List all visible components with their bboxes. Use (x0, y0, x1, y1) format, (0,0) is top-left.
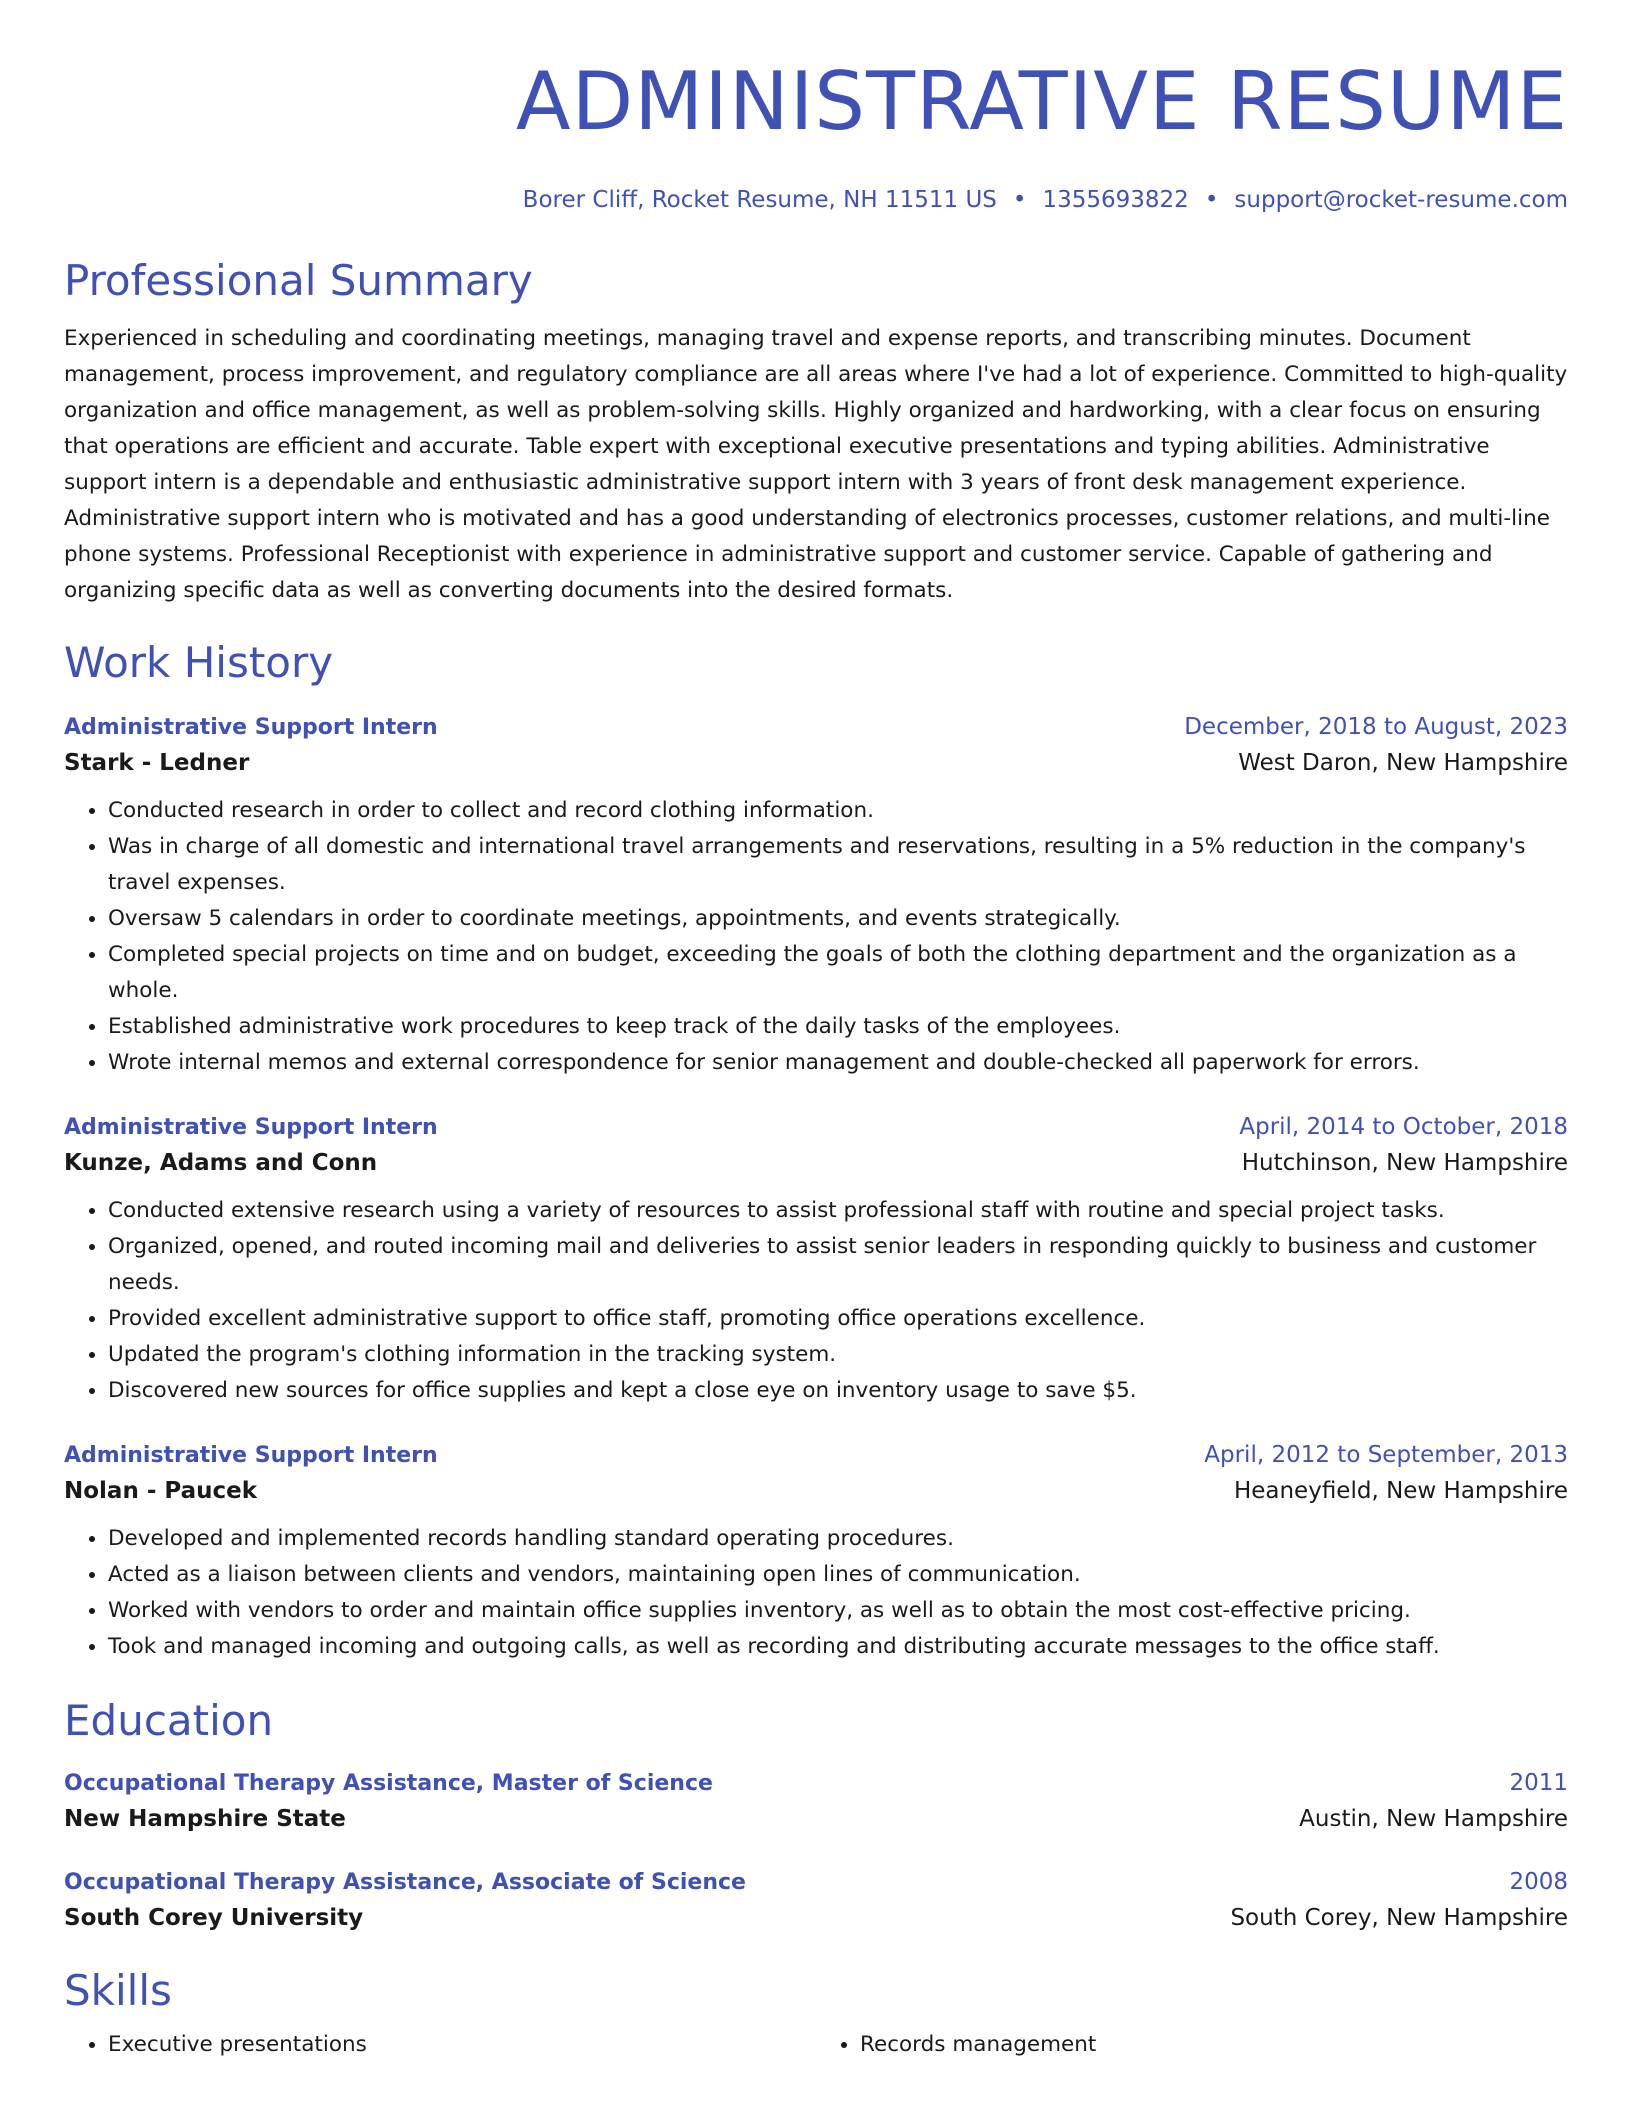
job-entry (64, 711, 1568, 1081)
job-company-row (64, 1144, 1568, 1182)
section-title-summary: Professional Summary (64, 256, 533, 305)
education-year: 2011 (1509, 1770, 1568, 1796)
contact-phone: 1355693822 (1042, 187, 1189, 213)
job-bullet: • Updated the program's clothing information in the tracking system. (108, 1337, 1568, 1373)
job-dates: April, 2014 to October, 2018 (1239, 1114, 1568, 1140)
education-degree-row (64, 1767, 1568, 1800)
work-history-list (64, 711, 1568, 1665)
job-dates: April, 2012 to September, 2013 (1204, 1442, 1568, 1468)
job-bullet: • Conducted extensive research using a variety of resources to assist professional staff with routine and special project tasks. (108, 1193, 1568, 1229)
job-location: Hutchinson, New Hampshire (1241, 1150, 1568, 1176)
job-bullet: • Established administrative work procedures to keep track of the daily tasks of the employees. (108, 1009, 1568, 1045)
job-bullet: • Conducted research in order to collect and record clothing information. (108, 793, 1568, 829)
job-title-row (64, 711, 1568, 744)
job-bullet: • Provided excellent administrative support to office staff, promoting office operations excellence. (108, 1301, 1568, 1337)
job-bullet: • Organized, opened, and routed incoming mail and deliveries to assist senior leaders in responding quickly to business and customer needs. (108, 1229, 1568, 1301)
resume-header (64, 0, 1568, 215)
skills-column-right (816, 2027, 1568, 2063)
contact-separator: • (1204, 187, 1219, 213)
job-bullet: • Completed special projects on time and on budget, exceeding the goals of both the clothing department and the organization as a whole. (108, 937, 1568, 1009)
section-title-education: Education (64, 1696, 274, 1745)
section-title-work-history: Work History (64, 638, 334, 687)
education-school: New Hampshire State (64, 1806, 346, 1832)
job-role: Administrative Support Intern (64, 1443, 438, 1468)
education-entry (64, 1767, 1568, 1838)
education-school: South Corey University (64, 1905, 364, 1931)
education-entry (64, 1866, 1568, 1937)
job-bullet: • Was in charge of all domestic and international travel arrangements and reservations, resulting in a 5% reduction in the company's travel expenses. (108, 829, 1568, 901)
education-school-row (64, 1800, 1568, 1838)
contact-email: support@rocket-resume.com (1234, 187, 1568, 213)
job-bullet-list (64, 1521, 1568, 1665)
job-company-row (64, 744, 1568, 782)
education-list (64, 1767, 1568, 1937)
job-entry (64, 1111, 1568, 1409)
job-title-row (64, 1111, 1568, 1144)
skills-column-left (64, 2027, 816, 2063)
education-year: 2008 (1509, 1869, 1568, 1895)
education-degree: Occupational Therapy Assistance, Master of Science (64, 1771, 713, 1796)
education-location: Austin, New Hampshire (1299, 1806, 1568, 1832)
contact-separator: • (1012, 187, 1027, 213)
resume-name: ADMINISTRATIVE RESUME (515, 55, 1568, 148)
skill-item: • Records management (860, 2027, 1568, 2063)
job-role: Administrative Support Intern (64, 1115, 438, 1140)
job-company-row (64, 1472, 1568, 1510)
job-bullet: • Took and managed incoming and outgoing calls, as well as recording and distributing accurate messages to the office staff. (108, 1629, 1568, 1665)
education-degree: Occupational Therapy Assistance, Associate of Science (64, 1870, 746, 1895)
contact-address: Borer Cliff, Rocket Resume, NH 11511 US (522, 187, 997, 213)
job-company: Stark - Ledner (64, 750, 250, 776)
section-title-skills: Skills (64, 1966, 172, 2015)
job-bullet: • Worked with vendors to order and maintain office supplies inventory, as well as to obtain the most cost-effective pricing. (108, 1593, 1568, 1629)
job-location: West Daron, New Hampshire (1238, 750, 1568, 776)
job-bullet: • Wrote internal memos and external correspondence for senior management and double-checked all paperwork for errors. (108, 1045, 1568, 1081)
job-location: Heaneyfield, New Hampshire (1233, 1478, 1568, 1504)
job-bullet: • Developed and implemented records handling standard operating procedures. (108, 1521, 1568, 1557)
education-school-row (64, 1899, 1568, 1937)
job-bullet: • Acted as a liaison between clients and vendors, maintaining open lines of communication. (108, 1557, 1568, 1593)
job-bullet: • Discovered new sources for office supplies and kept a close eye on inventory usage to save $5. (108, 1373, 1568, 1409)
contact-line (64, 185, 1568, 215)
job-bullet-list (64, 793, 1568, 1081)
job-entry (64, 1439, 1568, 1665)
job-bullet: • Oversaw 5 calendars in order to coordinate meetings, appointments, and events strategically. (108, 901, 1568, 937)
education-degree-row (64, 1866, 1568, 1899)
skill-item: • Executive presentations (108, 2027, 816, 2063)
job-role: Administrative Support Intern (64, 715, 438, 740)
job-bullet-list (64, 1193, 1568, 1409)
job-company: Nolan - Paucek (64, 1478, 258, 1504)
skills-grid (64, 2027, 1568, 2063)
job-company: Kunze, Adams and Conn (64, 1150, 378, 1176)
job-title-row (64, 1439, 1568, 1472)
education-location: South Corey, New Hampshire (1230, 1905, 1568, 1931)
summary-text: Experienced in scheduling and coordinating meetings, managing travel and expense reports, and transcribing minutes. Document management, process improvement, and regulatory compliance are all areas where I've had a lot of experience. Committed to high-quality organization and office management, as well as problem-solving skills. Highly organized and hardworking, with a clear focus on ensuring that operations are efficient and accurate. Table expert with exceptional executive presentations and typing abilities. Administrative support intern is a dependable and enthusiastic administrative support intern with 3 years of front desk management experience. Administrative support intern who is motivated and has a good understanding of electronics processes, customer relations, and multi-line phone systems. Professional Receptionist with experience in administrative support and customer service. Capable of gathering and organizing specific data as well as converting documents into the desired formats. (64, 326, 1568, 603)
job-dates: December, 2018 to August, 2023 (1184, 714, 1568, 740)
